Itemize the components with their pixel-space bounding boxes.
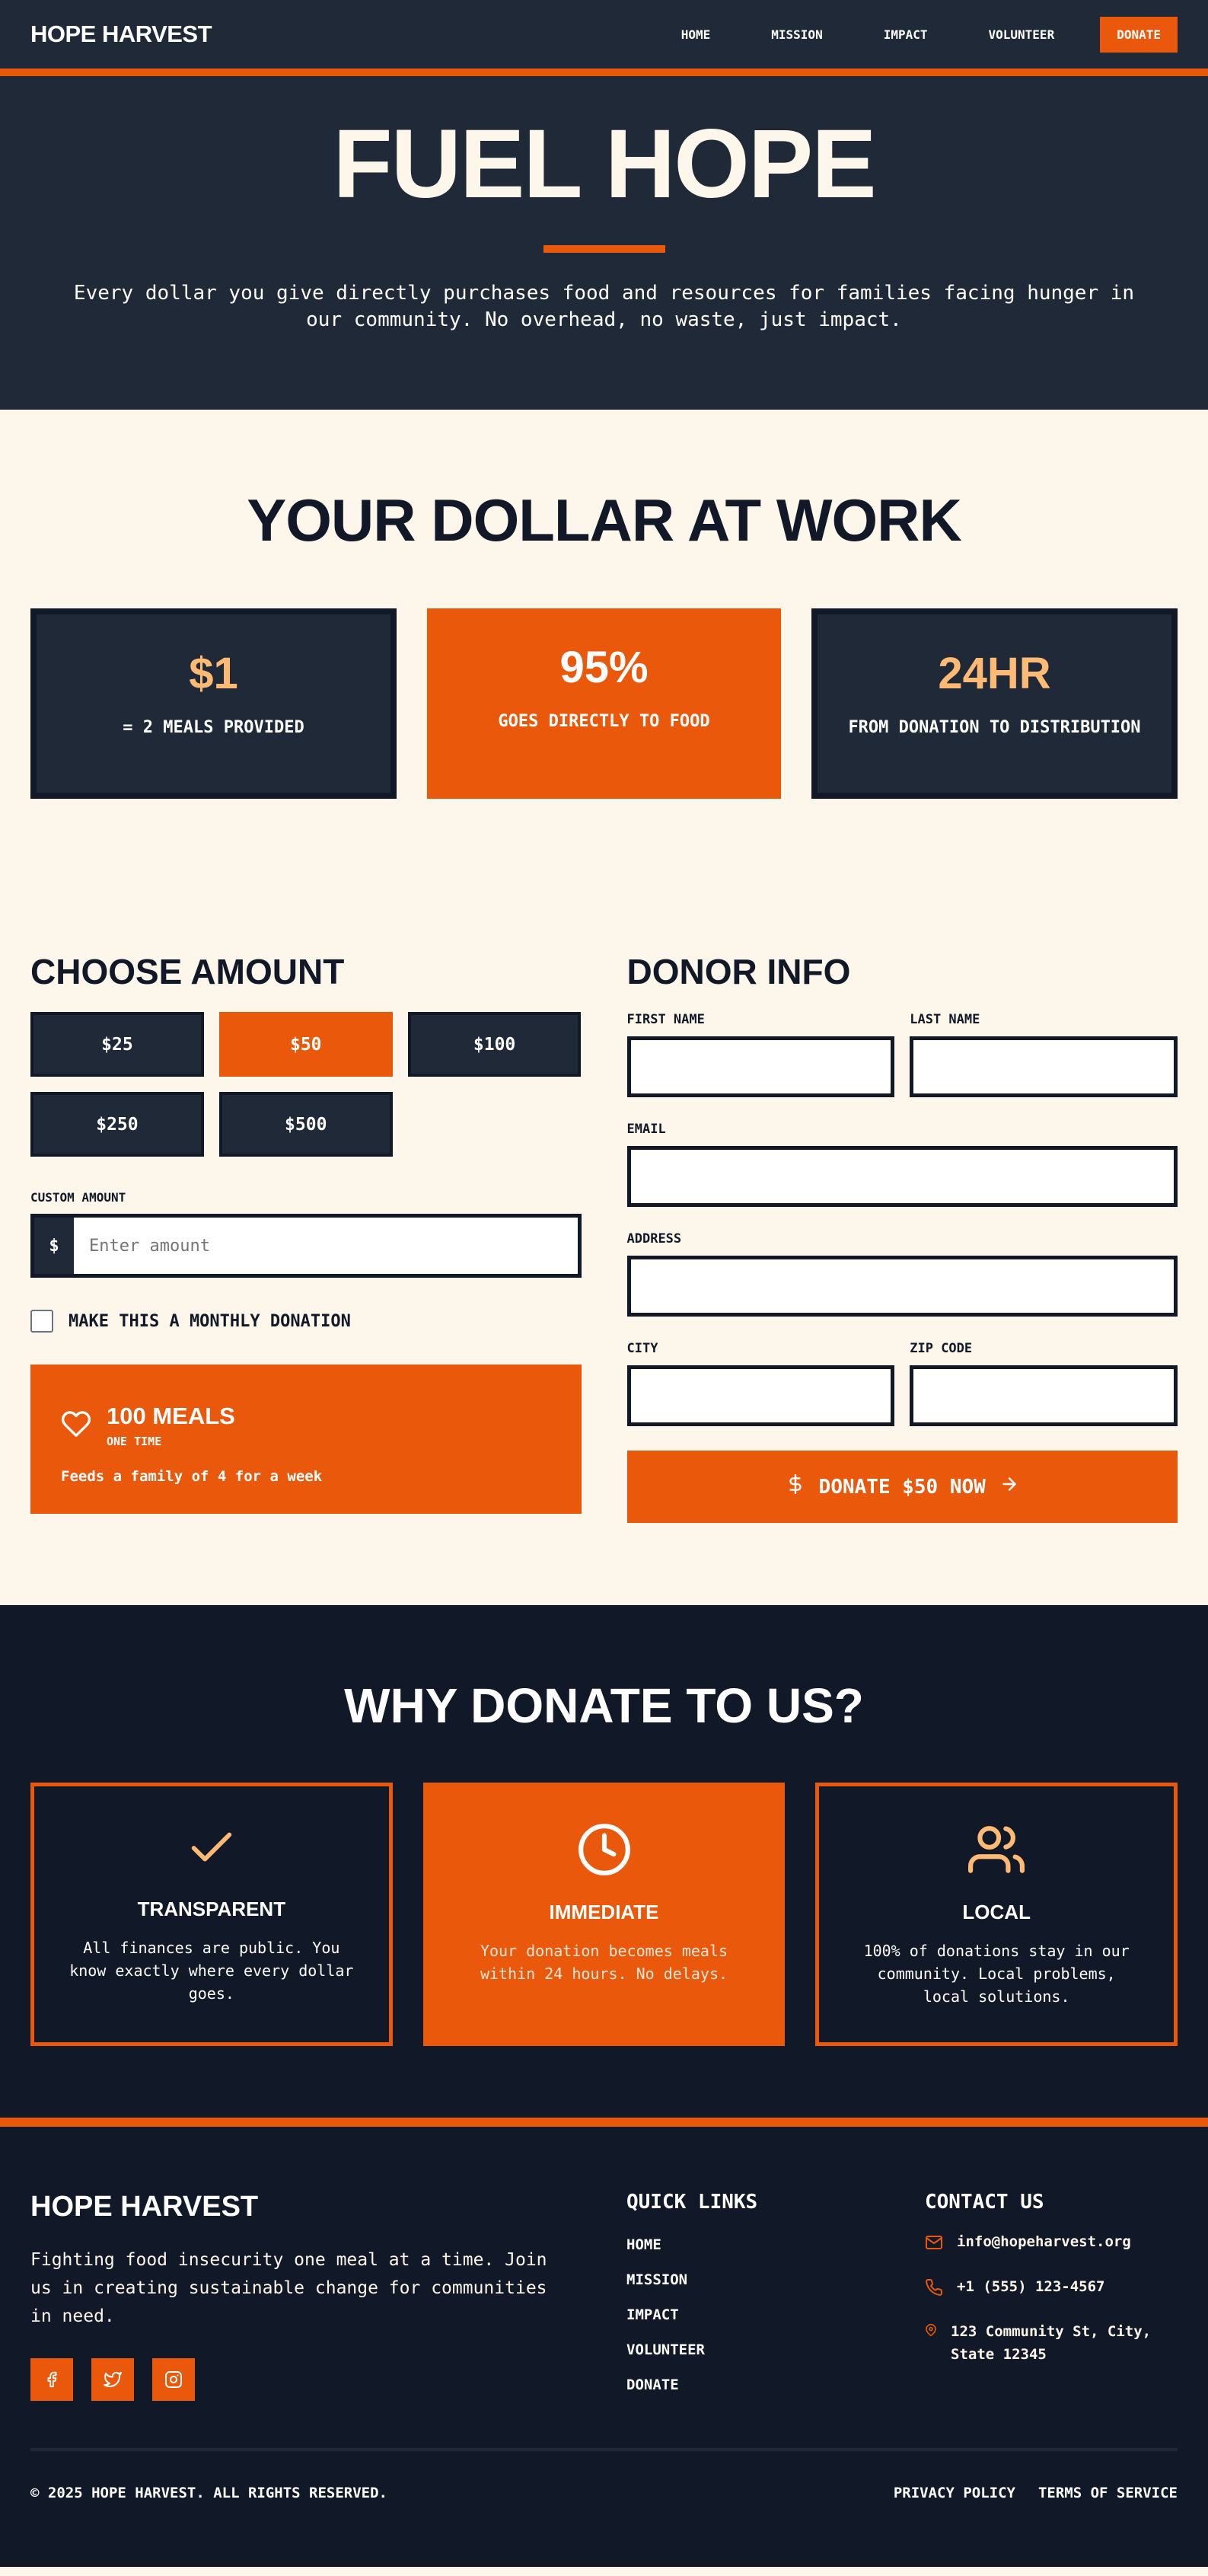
terms-of-service-link[interactable]: TERMS OF SERVICE [1037, 2485, 1178, 2501]
contact-email-text: info@hopeharvest.org [957, 2233, 1131, 2250]
why-card-title: TRANSPARENT [137, 1898, 286, 1920]
city-field[interactable] [627, 1365, 895, 1426]
why-card-immediate [423, 1783, 786, 2046]
amount-250-button[interactable]: $250 [30, 1092, 204, 1157]
nav-link-mission[interactable]: MISSION [771, 27, 823, 42]
email-field[interactable] [627, 1146, 1178, 1207]
twitter-icon[interactable] [91, 2358, 134, 2401]
currency-symbol: $ [34, 1218, 74, 1274]
footer-link-mission[interactable]: MISSION [626, 2271, 688, 2288]
submit-label: DONATE $50 NOW [818, 1475, 986, 1499]
quick-links-title: QUICK LINKS [626, 2191, 758, 2214]
why-card-text: All finances are public. You know exactly where every dollar goes. [69, 1939, 354, 2003]
first-name-field[interactable] [627, 1036, 895, 1097]
monthly-checkbox[interactable] [30, 1310, 53, 1333]
impact-summary-card [30, 1365, 582, 1514]
stat-value: 24HR [938, 649, 1051, 698]
heart-icon [61, 1409, 91, 1442]
address-field[interactable] [627, 1256, 1178, 1317]
mail-icon [925, 2230, 943, 2258]
stat-label: FROM DONATION TO DISTRIBUTION [848, 718, 1141, 737]
donor-title: DONOR INFO [626, 952, 851, 991]
impact-frequency: ONE TIME [107, 1435, 162, 1448]
why-card-local [815, 1783, 1178, 2046]
last-name-label: LAST NAME [910, 1012, 980, 1027]
hero-divider [543, 245, 665, 253]
copyright: © 2025 HOPE HARVEST. ALL RIGHTS RESERVED. [30, 2485, 387, 2501]
amount-25-button[interactable]: $25 [30, 1012, 204, 1077]
nav-link-home[interactable]: HOME [680, 27, 711, 42]
contact-info [925, 2191, 1178, 2401]
map-pin-icon [925, 2320, 937, 2344]
amount-100-button[interactable]: $100 [408, 1012, 582, 1077]
check-icon [185, 1863, 238, 1878]
stat-card-meals [30, 608, 397, 799]
donate-submit-button[interactable] [627, 1451, 1178, 1523]
stat-label: GOES DIRECTLY TO FOOD [498, 712, 710, 731]
custom-amount-field [30, 1214, 582, 1278]
stat-value: $1 [189, 649, 238, 698]
why-card-transparent [30, 1783, 393, 2046]
legal-links [894, 2485, 1178, 2501]
why-title: WHY DONATE TO US? [344, 1678, 864, 1733]
why-section [0, 1605, 1208, 2127]
donor-column [627, 951, 1178, 1523]
contact-title: CONTACT US [925, 2191, 1044, 2214]
donation-form [30, 951, 1178, 1523]
footer [0, 2127, 1208, 2567]
last-name-field[interactable] [910, 1036, 1178, 1097]
nav-link-impact[interactable]: IMPACT [883, 27, 928, 42]
monthly-option[interactable] [30, 1310, 582, 1333]
stat-card-time [811, 608, 1178, 799]
why-card-text: 100% of donations stay in our community. Local problems, local solutions. [863, 1942, 1130, 2006]
nav-links [620, 17, 1178, 53]
contact-phone[interactable] [925, 2275, 1178, 2303]
impact-meals: 100 MEALS [107, 1403, 235, 1429]
users-icon [968, 1866, 1025, 1881]
impact-title: YOUR DOLLAR AT WORK [247, 487, 961, 554]
stat-value: 95% [559, 643, 649, 692]
address-label: ADDRESS [626, 1231, 682, 1247]
clock-icon [576, 1866, 633, 1881]
logo[interactable]: HOPE HARVEST [30, 21, 212, 47]
hero-text: Every dollar you give directly purchases food and resources for families facing hunger in our community. No overhead, no waste, just impact. [73, 282, 1135, 331]
zip-field[interactable] [910, 1365, 1178, 1426]
footer-link-home[interactable]: HOME [626, 2236, 661, 2253]
privacy-policy-link[interactable]: PRIVACY POLICY [893, 2485, 1015, 2501]
why-card-title: LOCAL [962, 1901, 1031, 1923]
top-nav [0, 0, 1208, 76]
custom-amount-input[interactable] [74, 1218, 578, 1274]
social-links [30, 2358, 626, 2401]
footer-description: Fighting food insecurity one meal at a time. Join us in creating sustainable change for communities in need. [30, 2250, 547, 2326]
contact-email[interactable] [925, 2230, 1178, 2258]
quick-links [626, 2191, 925, 2401]
contact-phone-text: +1 (555) 123-4567 [957, 2278, 1105, 2295]
nav-link-volunteer[interactable]: VOLUNTEER [988, 27, 1055, 42]
hero-title: FUEL HOPE [333, 110, 875, 219]
facebook-icon[interactable] [30, 2358, 73, 2401]
footer-logo[interactable]: HOPE HARVEST [30, 2191, 259, 2223]
phone-icon [925, 2275, 943, 2303]
why-card-title: IMMEDIATE [549, 1901, 659, 1923]
amount-500-button[interactable]: $500 [219, 1092, 393, 1157]
footer-link-volunteer[interactable]: VOLUNTEER [626, 2341, 705, 2358]
why-cards [30, 1783, 1178, 2046]
amount-column [30, 951, 582, 1523]
footer-divider [30, 2448, 1178, 2451]
nav-donate-button[interactable]: DONATE [1100, 17, 1178, 53]
impact-note: Feeds a family of 4 for a week [61, 1468, 323, 1485]
stat-card-percent [427, 608, 781, 799]
arrow-right-icon [999, 1474, 1019, 1499]
hero [0, 76, 1208, 410]
contact-address-text: 123 Community St, City, State 12345 [951, 2323, 1152, 2363]
footer-about [30, 2191, 626, 2401]
custom-amount-label: CUSTOM AMOUNT [30, 1190, 126, 1205]
amount-title: CHOOSE AMOUNT [30, 952, 345, 991]
footer-link-impact[interactable]: IMPACT [626, 2306, 679, 2323]
dollar-icon [786, 1474, 805, 1499]
amount-50-button[interactable]: $50 [219, 1012, 393, 1077]
email-label: EMAIL [626, 1122, 666, 1137]
footer-link-donate[interactable]: DONATE [626, 2376, 679, 2393]
instagram-icon[interactable] [152, 2358, 195, 2401]
first-name-label: FIRST NAME [626, 1012, 705, 1027]
amount-options [30, 1012, 582, 1157]
contact-address [925, 2320, 1178, 2366]
stats-row [30, 608, 1178, 799]
city-label: CITY [626, 1341, 658, 1356]
why-card-text: Your donation becomes meals within 24 hours. No delays. [480, 1942, 728, 1983]
stat-label: = 2 MEALS PROVIDED [123, 718, 304, 737]
impact-section [0, 410, 1208, 1605]
zip-label: ZIP CODE [910, 1341, 973, 1356]
monthly-label: MAKE THIS A MONTHLY DONATION [69, 1311, 351, 1331]
